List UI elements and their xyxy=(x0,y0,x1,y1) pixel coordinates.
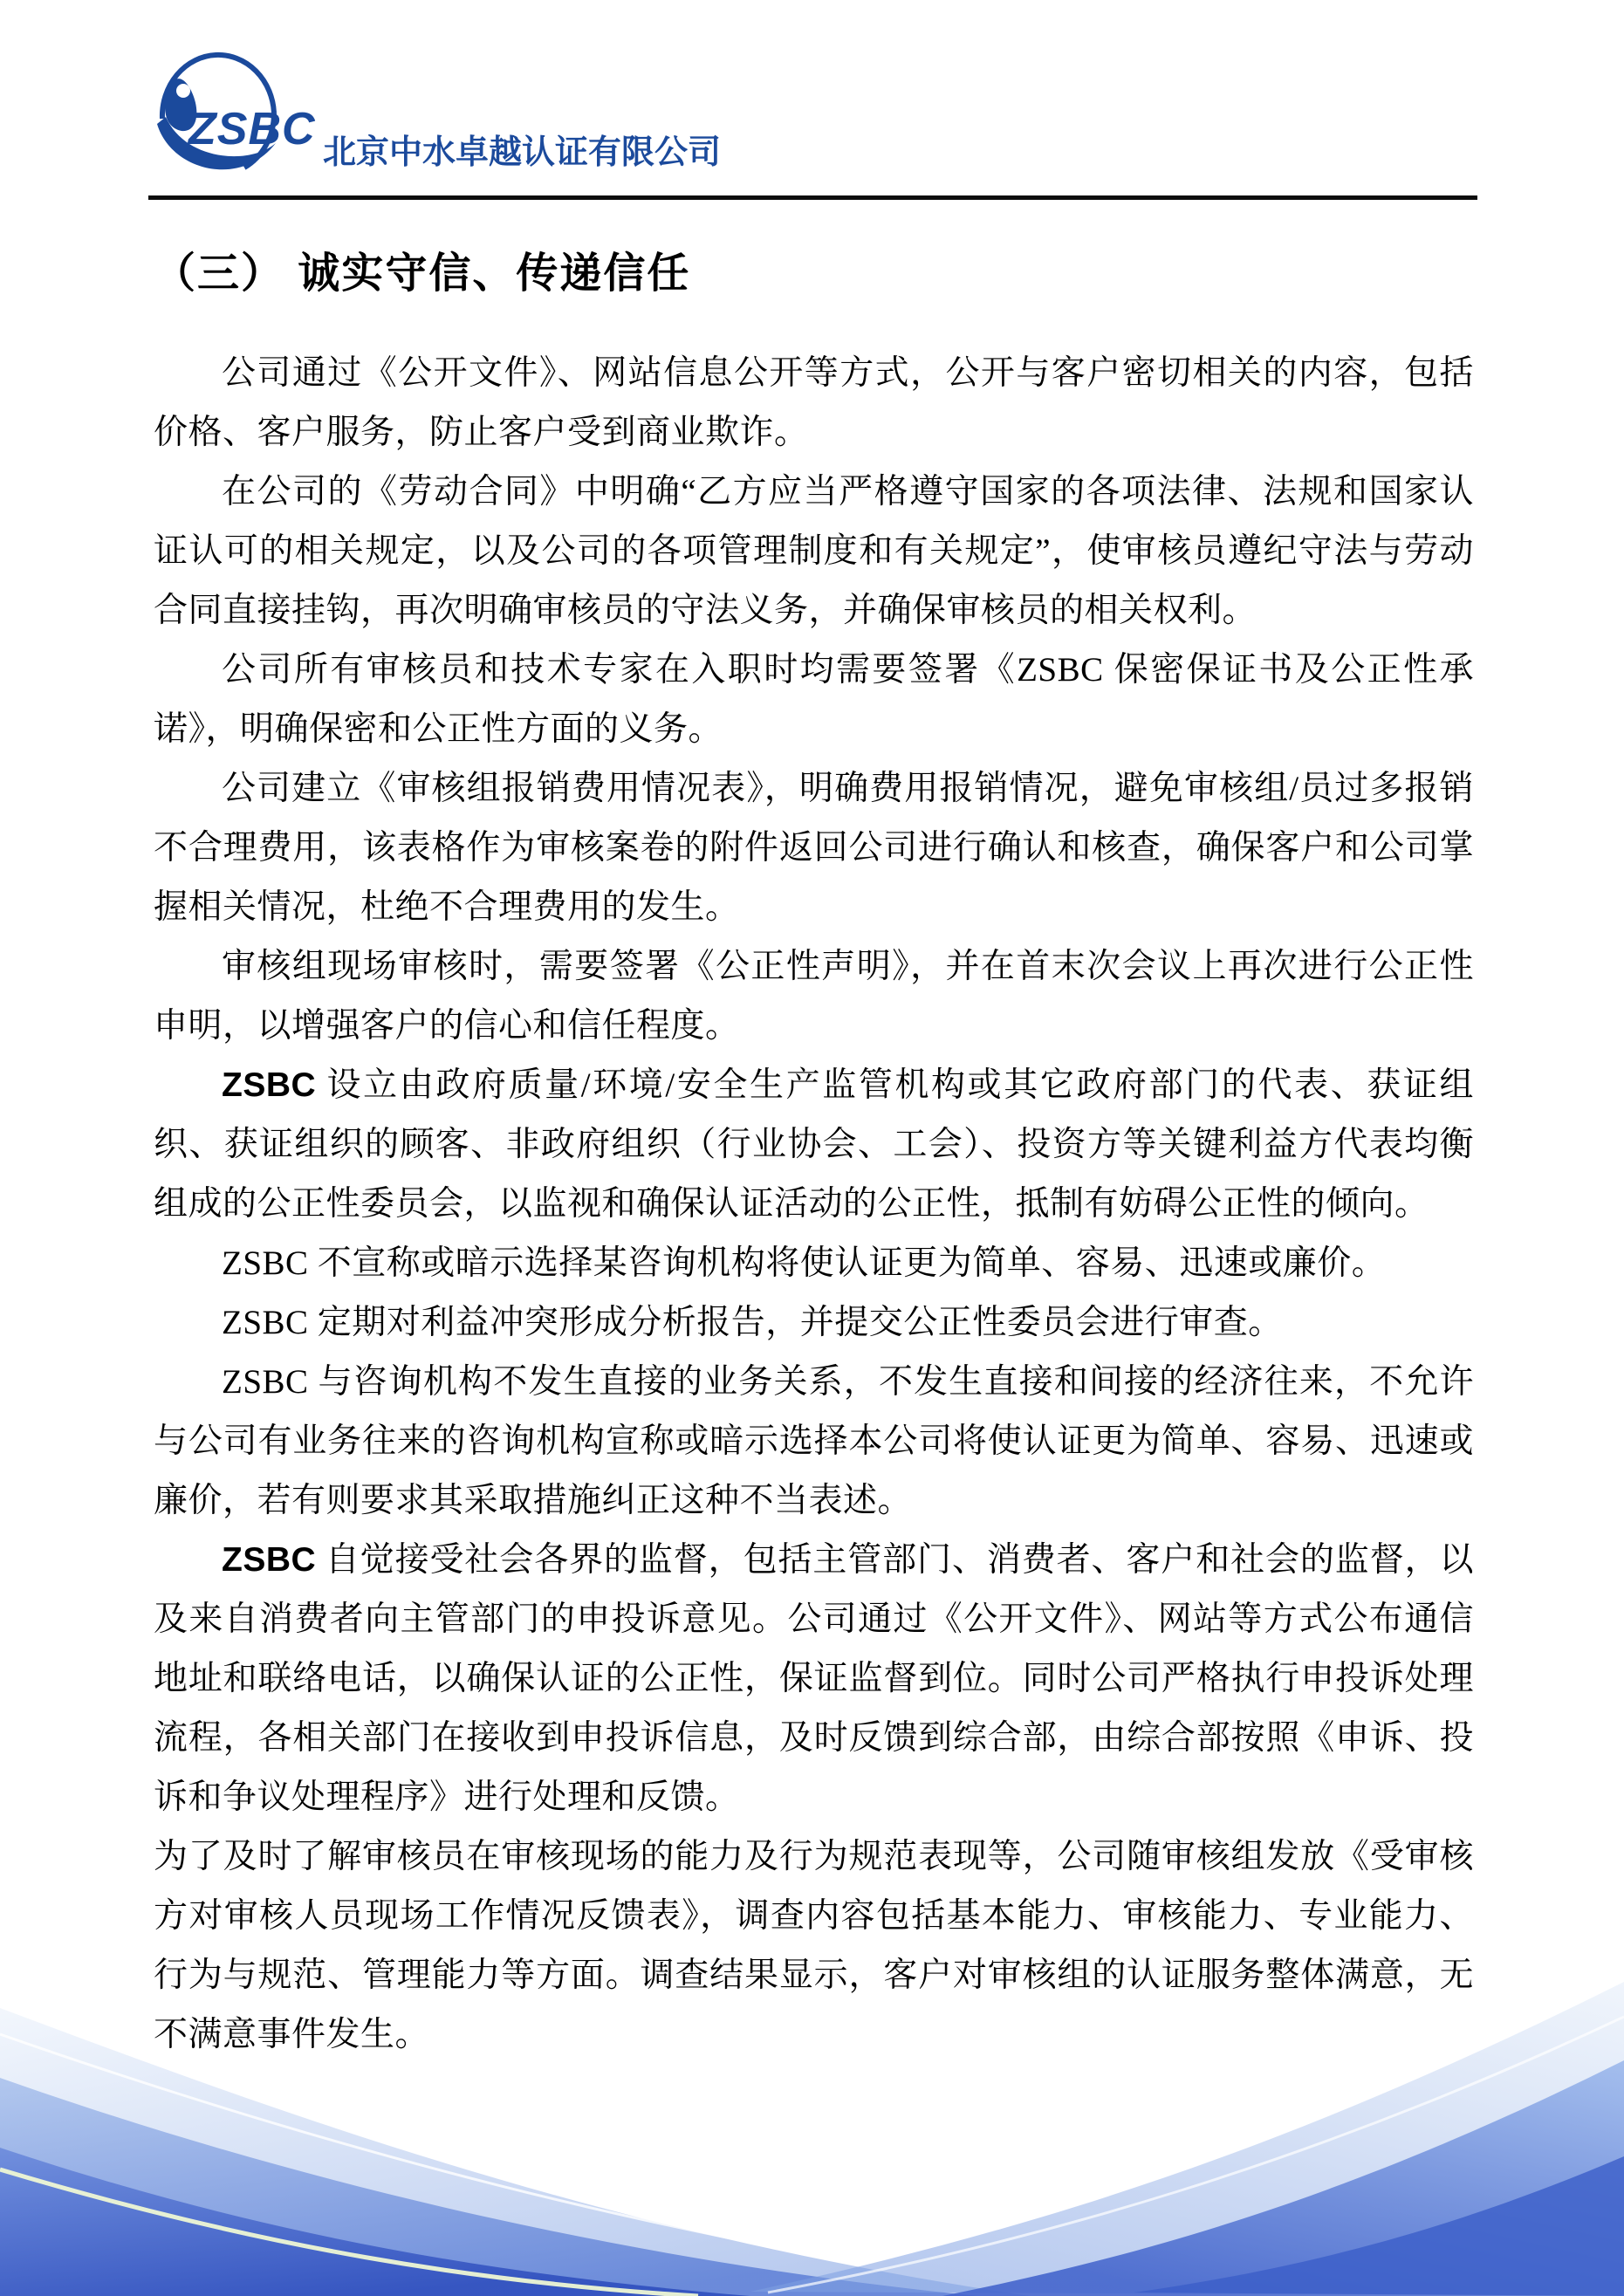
paragraph-text: ZSBC 与咨询机构不发生直接的业务关系，不发生直接和间接的经济往来，不允许与公司有业务往来的咨询机构宣称或暗示选择本公司将使认证更为简单、容易、迅速或廉价，若有则要求其采取措施纠正这种不当表述。 xyxy=(154,1363,1474,1519)
header-divider xyxy=(148,195,1477,200)
paragraph-text: 自觉接受社会各界的监督，包括主管部门、消费者、客户和社会的监督，以及来自消费者向主管部门的申投诉意见。公司通过《公开文件》、网站等方式公布通信地址和联络电话，以确保认证的公正性，保证监督到位。同时公司严格执行申投诉处理流程，各相关部门在接收到申投诉信息，及时反馈到综合部，由综合部按照《申诉、投诉和争议处理程序》进行处理和反馈。 xyxy=(154,1541,1474,1816)
company-logo xyxy=(131,33,721,190)
paragraph xyxy=(154,1234,1474,1293)
paragraph xyxy=(154,1056,1474,1234)
paragraph xyxy=(154,641,1474,759)
paragraph-text: 公司建立《审核组报销费用情况表》，明确费用报销情况，避免审核组/员过多报销不合理费用，该表格作为审核案卷的附件返回公司进行确认和核查，确保客户和公司掌握相关情况，杜绝不合理费用的发生。 xyxy=(154,770,1474,926)
paragraph xyxy=(154,463,1474,641)
paragraph xyxy=(154,344,1474,463)
paragraph-text: 在公司的《劳动合同》中明确“乙方应当严格遵守国家的各项法律、法规和国家认证认可的相关规定，以及公司的各项管理制度和有关规定”，使审核员遵纪守法与劳动合同直接挂钩，再次明确审核员的守法义务，并确保审核员的相关权利。 xyxy=(154,473,1474,629)
section-heading: （三） 诚实守信、传递信任 xyxy=(154,250,691,297)
zsbc-lead: ZSBC xyxy=(222,1066,317,1104)
paragraph xyxy=(154,759,1474,937)
document-body xyxy=(154,229,1474,2065)
paragraph xyxy=(154,1293,1474,1353)
paragraph-text: 审核组现场审核时，需要签署《公正性声明》，并在首末次会议上再次进行公正性申明，以增强客户的信心和信任程度。 xyxy=(154,948,1474,1045)
company-name: 北京中水卓越认证有限公司 xyxy=(323,134,722,171)
paragraph-text: 公司所有审核员和技术专家在入职时均需要签署《ZSBC 保密保证书及公正性承诺》，明确保密和公正性方面的义务。 xyxy=(154,651,1474,748)
paragraph-text: 公司通过《公开文件》、网站信息公开等方式，公开与客户密切相关的内容，包括价格、客户服务，防止客户受到商业欺诈。 xyxy=(154,354,1474,451)
paragraph-text: 为了及时了解审核员在审核现场的能力及行为规范表现等，公司随审核组发放《受审核方对审核人员现场工作情况反馈表》，调查内容包括基本能力、审核能力、专业能力、行为与规范、管理能力等方面。调查结果显示，客户对审核组的认证服务整体满意，无不满意事件发生。 xyxy=(154,1838,1474,2053)
paragraph-text: ZSBC 不宣称或暗示选择某咨询机构将使认证更为简单、容易、迅速或廉价。 xyxy=(222,1244,1387,1282)
paragraph xyxy=(154,1353,1474,1531)
logo-wordmark: ZSBC xyxy=(188,104,316,154)
paragraph-text: 设立由政府质量/环境/安全生产监管机构或其它政府部门的代表、获证组织、获证组织的顾客、非政府组织（行业协会、工会）、投资方等关键利益方代表均衡组成的公正性委员会，以监视和确保认证活动的公正性，抵制有妨碍公正性的倾向。 xyxy=(154,1066,1474,1223)
paragraph xyxy=(154,1531,1474,1827)
paragraph-text: ZSBC 定期对利益冲突形成分析报告，并提交公正性委员会进行审查。 xyxy=(222,1304,1283,1341)
zsbc-lead: ZSBC xyxy=(222,1541,317,1579)
paragraph xyxy=(154,937,1474,1056)
paragraph xyxy=(154,1827,1474,2065)
zsbc-logo-icon xyxy=(131,33,318,190)
page-header xyxy=(0,0,1624,202)
